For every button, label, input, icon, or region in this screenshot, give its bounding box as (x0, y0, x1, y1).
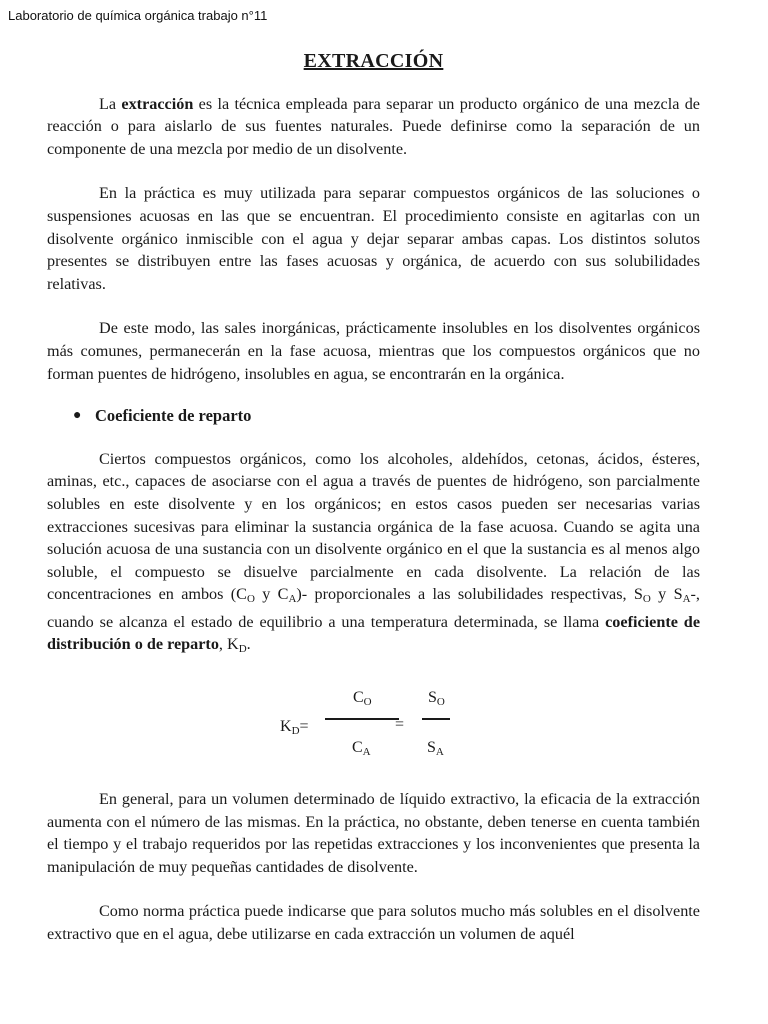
formula-k: K (280, 718, 292, 736)
term-coeficiente: coeficiente de distribución o de reparto (47, 612, 700, 654)
fraction-bar (422, 718, 450, 720)
fraction-bar (325, 718, 399, 720)
formula-numerator-c (353, 687, 372, 714)
text-span: y S (650, 585, 683, 604)
subscript: O (363, 696, 372, 709)
paragraph-practical-rule: Como norma práctica puede indicarse que para solutos mucho más solubles en el disolvente extractivo que en el agua, debe utilizarse en cada extracción un volumen de aquél (47, 902, 700, 944)
subscript: O (246, 593, 255, 606)
paragraph-efficiency: En general, para un volumen determinado de líquido extractivo, la eficacia de la extracción aumenta con el número de las mismas. En la práctica, no obstante, deben tenerse en cuenta también el tiempo y el trabajo requeridos por las repetidas extracciones y los inconvenientes que presenta la manipulación de muy pequeñas cantidades de disolvente. (47, 790, 700, 876)
paragraph-definition-pre: La (99, 94, 122, 113)
text-span: , K (218, 635, 239, 654)
formula-denominator-s (427, 737, 444, 764)
subscript: D (291, 725, 300, 738)
subscript: A (288, 593, 297, 606)
text-span: . (246, 635, 251, 654)
formula-s: S (428, 689, 437, 707)
paragraph-coefficient (47, 448, 700, 661)
subscript: D (238, 643, 247, 656)
bullet-icon: ● (73, 408, 82, 424)
subscript: O (642, 593, 651, 606)
paragraph-definition (47, 93, 700, 161)
formula-s: S (427, 739, 436, 757)
text-span: Ciertos compuestos orgánicos, como los alcoholes, aldehídos, cetonas, ácidos, ésteres, aminas, etc., capaces de asociarse con el agua a través de puentes de hidrógeno, son parcialmente solubles en este disolvente y en los orgánicos; en estos casos pueden ser necesarias varias extracciones sucesivas para eliminar la sustancia orgánica de la fase acuosa. Cuando se agita una solución acuosa de una sustancia con un disolvente orgánico en el que la sustancia es al menos algo soluble, el compuesto se disuelve parcialmente en cada disolvente. La relación de las concentraciones en ambos (C (47, 449, 700, 604)
document-header: Laboratorio de química orgánica trabajo n°11 (8, 8, 268, 23)
paragraph-definition-post: es la técnica empleada para separar un producto orgánico de una mezcla de reacción o para aislarlo de sus fuentes naturales. Puede definirse como la separación de un componente de una mezcla por medio de un disolvente. (47, 94, 700, 158)
document-page (47, 50, 700, 946)
formula-lhs (280, 716, 309, 743)
section-heading-label: Coeficiente de reparto (95, 406, 252, 426)
formula-mid-equals: = (395, 716, 405, 734)
text-span: y C (254, 585, 289, 604)
formula-equals: = (299, 718, 309, 736)
paragraph-salts: De este modo, las sales inorgánicas, prácticamente insolubles en los disolventes orgánicos más comunes, permanecerán en la fase acuosa, mientras que los compuestos orgánicos que no forman puentes de hidrógeno, insolubles en agua, se encontrarán en la orgánica. (47, 319, 700, 383)
distribution-formula (47, 681, 700, 776)
text-span: )- proporcionales a las solubilidades respectivas, S (296, 585, 643, 604)
formula-numerator-s (428, 687, 445, 714)
document-title: EXTRACCIÓN (303, 50, 444, 72)
term-extraccion: extracción (121, 94, 194, 113)
formula-c: C (352, 739, 363, 757)
section-heading (73, 405, 700, 428)
subscript: O (436, 696, 445, 709)
text-span: -, cuando se alcanza el estado de equilibrio a una temperatura determinada, se llama (47, 585, 700, 631)
subscript: A (362, 746, 371, 759)
subscript: A (435, 746, 444, 759)
formula-denominator-c (352, 737, 371, 764)
formula-c: C (353, 689, 364, 707)
subscript: A (682, 593, 691, 606)
paragraph-practice: En la práctica es muy utilizada para separar compuestos orgánicos de las soluciones o suspensiones acuosas en las que se encuentran. El procedimiento consiste en agitarlas con un disolvente orgánico inmiscible con el agua y dejar separar ambas capas. Los distintos solutos presentes se distribuyen entre las fases acuosas y orgánica, de acuerdo con sus solubilidades relativas. (47, 184, 700, 293)
